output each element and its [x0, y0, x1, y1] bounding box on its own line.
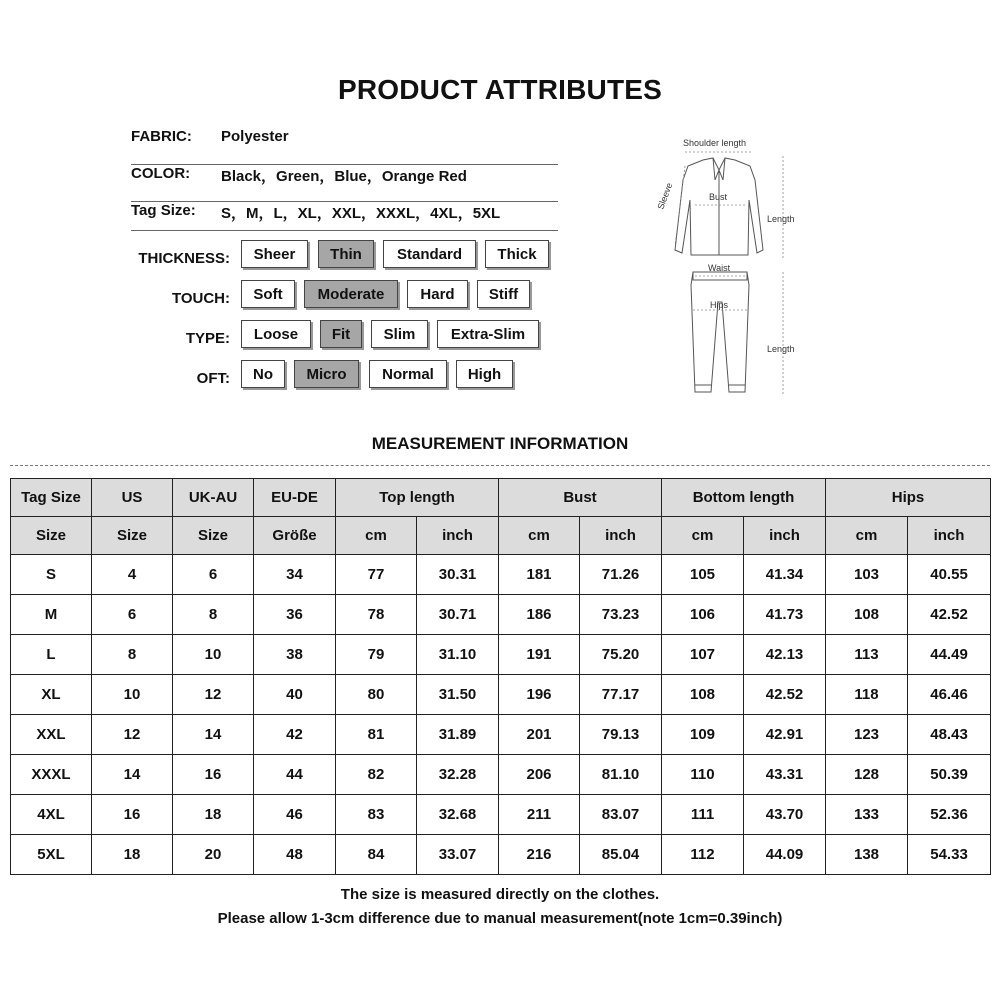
table-header-cell: Bottom length [662, 479, 826, 517]
table-cell: 18 [92, 835, 173, 875]
info-label: COLOR: [131, 165, 191, 182]
table-cell: 112 [662, 835, 744, 875]
shoulder-label: Shoulder length [683, 138, 747, 148]
info-row-color [131, 165, 558, 202]
table-cell: 40 [254, 675, 336, 715]
table-cell: 83.07 [580, 795, 662, 835]
attr-label: TOUCH: [171, 290, 230, 307]
table-cell: 75.20 [580, 635, 662, 675]
table-cell: 33.07 [417, 835, 499, 875]
table-cell: 18 [173, 795, 254, 835]
table-row [11, 715, 991, 755]
table-cell: 8 [92, 635, 173, 675]
table-cell: 32.68 [417, 795, 499, 835]
table-cell: 52.36 [908, 795, 991, 835]
option-sheer: Sheer [241, 240, 308, 268]
measurement-diagram [655, 130, 805, 410]
option-normal: Normal [369, 360, 447, 388]
table-cell: 34 [254, 555, 336, 595]
table-cell: 14 [92, 755, 173, 795]
table-cell: 201 [499, 715, 580, 755]
table-row [11, 755, 991, 795]
top-length-label: Length [767, 214, 795, 224]
table-cell: 79 [336, 635, 417, 675]
table-size-cell: 5XL [11, 835, 92, 875]
table-subheader-cell: Size [92, 517, 173, 555]
table-cell: 6 [173, 555, 254, 595]
table-cell: 43.70 [744, 795, 826, 835]
table-cell: 42.52 [908, 595, 991, 635]
option-fit-selected: Fit [320, 320, 362, 348]
table-row [11, 795, 991, 835]
table-header-cell: UK-AU [173, 479, 254, 517]
table-size-cell: L [11, 635, 92, 675]
table-cell: 181 [499, 555, 580, 595]
pants-length-label: Length [767, 344, 795, 354]
table-cell: 8 [173, 595, 254, 635]
table-cell: 44.09 [744, 835, 826, 875]
info-value: Black，Green，Blue，Orange Red [221, 168, 467, 185]
table-cell: 196 [499, 675, 580, 715]
table-cell: 133 [826, 795, 908, 835]
table-subheader-cell: inch [908, 517, 991, 555]
option-standard: Standard [383, 240, 476, 268]
table-subheader-cell: cm [499, 517, 580, 555]
table-cell: 191 [499, 635, 580, 675]
info-label: FABRIC: [131, 128, 192, 145]
attr-label: TYPE: [185, 330, 230, 347]
attr-touch [130, 280, 230, 312]
table-cell: 78 [336, 595, 417, 635]
table-cell: 38 [254, 635, 336, 675]
option-stiff: Stiff [477, 280, 530, 308]
attr-type [130, 320, 230, 352]
table-subheader-cell: Size [11, 517, 92, 555]
table-cell: 85.04 [580, 835, 662, 875]
table-cell: 48.43 [908, 715, 991, 755]
option-slim: Slim [371, 320, 428, 348]
table-subheader-row [11, 517, 991, 555]
table-cell: 211 [499, 795, 580, 835]
measurement-title: MEASUREMENT INFORMATION [371, 434, 629, 453]
table-cell: 10 [92, 675, 173, 715]
table-row [11, 635, 991, 675]
size-table [10, 478, 991, 875]
table-cell: 111 [662, 795, 744, 835]
attr-thickness [130, 240, 230, 272]
dashed-divider [10, 465, 990, 466]
info-label: Tag Size: [131, 202, 196, 219]
table-cell: 43.31 [744, 755, 826, 795]
table-header-row [11, 479, 991, 517]
option-thick: Thick [485, 240, 549, 268]
table-header-cell: Tag Size [11, 479, 92, 517]
option-loose: Loose [241, 320, 311, 348]
table-cell: 31.89 [417, 715, 499, 755]
table-header-cell: EU-DE [254, 479, 336, 517]
table-row [11, 595, 991, 635]
table-cell: 107 [662, 635, 744, 675]
info-row-fabric [131, 128, 558, 165]
bust-label: Bust [709, 192, 728, 202]
table-cell: 48 [254, 835, 336, 875]
table-subheader-cell: cm [662, 517, 744, 555]
table-cell: 113 [826, 635, 908, 675]
option-soft: Soft [241, 280, 295, 308]
table-cell: 109 [662, 715, 744, 755]
table-cell: 206 [499, 755, 580, 795]
table-cell: 103 [826, 555, 908, 595]
table-row [11, 835, 991, 875]
table-cell: 16 [92, 795, 173, 835]
table-size-cell: XL [11, 675, 92, 715]
option-hard: Hard [407, 280, 468, 308]
table-row [11, 555, 991, 595]
pants-outline [691, 272, 749, 392]
table-cell: 6 [92, 595, 173, 635]
table-cell: 44.49 [908, 635, 991, 675]
waist-label: Waist [708, 263, 731, 273]
info-value: S，M，L，XL，XXL，XXXL，4XL，5XL [221, 205, 501, 222]
table-cell: 83 [336, 795, 417, 835]
table-cell: 42 [254, 715, 336, 755]
info-row-tag-size [131, 202, 558, 231]
table-row [11, 675, 991, 715]
table-size-cell: S [11, 555, 92, 595]
table-cell: 32.28 [417, 755, 499, 795]
table-cell: 81.10 [580, 755, 662, 795]
table-cell: 46 [254, 795, 336, 835]
table-header-cell: Bust [499, 479, 662, 517]
table-cell: 84 [336, 835, 417, 875]
table-cell: 10 [173, 635, 254, 675]
table-cell: 40.55 [908, 555, 991, 595]
table-size-cell: 4XL [11, 795, 92, 835]
table-cell: 20 [173, 835, 254, 875]
table-cell: 41.34 [744, 555, 826, 595]
table-cell: 105 [662, 555, 744, 595]
table-cell: 36 [254, 595, 336, 635]
table-header-cell: US [92, 479, 173, 517]
info-value: Polyester [221, 128, 289, 145]
table-subheader-cell: inch [580, 517, 662, 555]
table-cell: 81 [336, 715, 417, 755]
attr-label: THICKNESS: [138, 250, 230, 267]
option-high: High [456, 360, 513, 388]
attr-oft [130, 360, 230, 392]
table-header-cell: Hips [826, 479, 991, 517]
table-cell: 46.46 [908, 675, 991, 715]
table-cell: 118 [826, 675, 908, 715]
table-cell: 31.10 [417, 635, 499, 675]
table-cell: 77 [336, 555, 417, 595]
note-tolerance: Please allow 1-3cm difference due to manual measurement(note 1cm=0.39inch) [217, 910, 783, 927]
table-cell: 123 [826, 715, 908, 755]
option-no: No [241, 360, 285, 388]
table-size-cell: M [11, 595, 92, 635]
table-cell: 80 [336, 675, 417, 715]
table-subheader-cell: cm [826, 517, 908, 555]
page-title: PRODUCT ATTRIBUTES [337, 74, 663, 105]
table-header-cell: Top length [336, 479, 499, 517]
table-cell: 30.31 [417, 555, 499, 595]
note-measured: The size is measured directly on the clothes. [340, 886, 660, 903]
table-cell: 31.50 [417, 675, 499, 715]
table-cell: 186 [499, 595, 580, 635]
table-cell: 108 [826, 595, 908, 635]
table-cell: 73.23 [580, 595, 662, 635]
table-cell: 41.73 [744, 595, 826, 635]
table-cell: 110 [662, 755, 744, 795]
table-cell: 42.91 [744, 715, 826, 755]
table-cell: 106 [662, 595, 744, 635]
table-size-cell: XXXL [11, 755, 92, 795]
table-cell: 42.52 [744, 675, 826, 715]
attr-label: OFT: [196, 370, 230, 387]
table-cell: 128 [826, 755, 908, 795]
table-cell: 79.13 [580, 715, 662, 755]
table-subheader-cell: cm [336, 517, 417, 555]
table-cell: 216 [499, 835, 580, 875]
table-cell: 108 [662, 675, 744, 715]
sleeve-label: Sleeve [655, 181, 675, 211]
table-subheader-cell: Größe [254, 517, 336, 555]
table-cell: 42.13 [744, 635, 826, 675]
table-cell: 71.26 [580, 555, 662, 595]
table-cell: 16 [173, 755, 254, 795]
table-subheader-cell: Size [173, 517, 254, 555]
table-subheader-cell: inch [417, 517, 499, 555]
table-cell: 138 [826, 835, 908, 875]
hips-label: Hips [710, 300, 729, 310]
table-cell: 30.71 [417, 595, 499, 635]
table-size-cell: XXL [11, 715, 92, 755]
option-micro-selected: Micro [294, 360, 359, 388]
table-cell: 82 [336, 755, 417, 795]
table-cell: 12 [92, 715, 173, 755]
table-cell: 50.39 [908, 755, 991, 795]
table-cell: 44 [254, 755, 336, 795]
table-cell: 12 [173, 675, 254, 715]
table-cell: 54.33 [908, 835, 991, 875]
option-thin-selected: Thin [318, 240, 374, 268]
option-extra-slim: Extra-Slim [437, 320, 539, 348]
table-cell: 77.17 [580, 675, 662, 715]
table-cell: 14 [173, 715, 254, 755]
table-subheader-cell: inch [744, 517, 826, 555]
table-cell: 4 [92, 555, 173, 595]
option-moderate-selected: Moderate [304, 280, 398, 308]
